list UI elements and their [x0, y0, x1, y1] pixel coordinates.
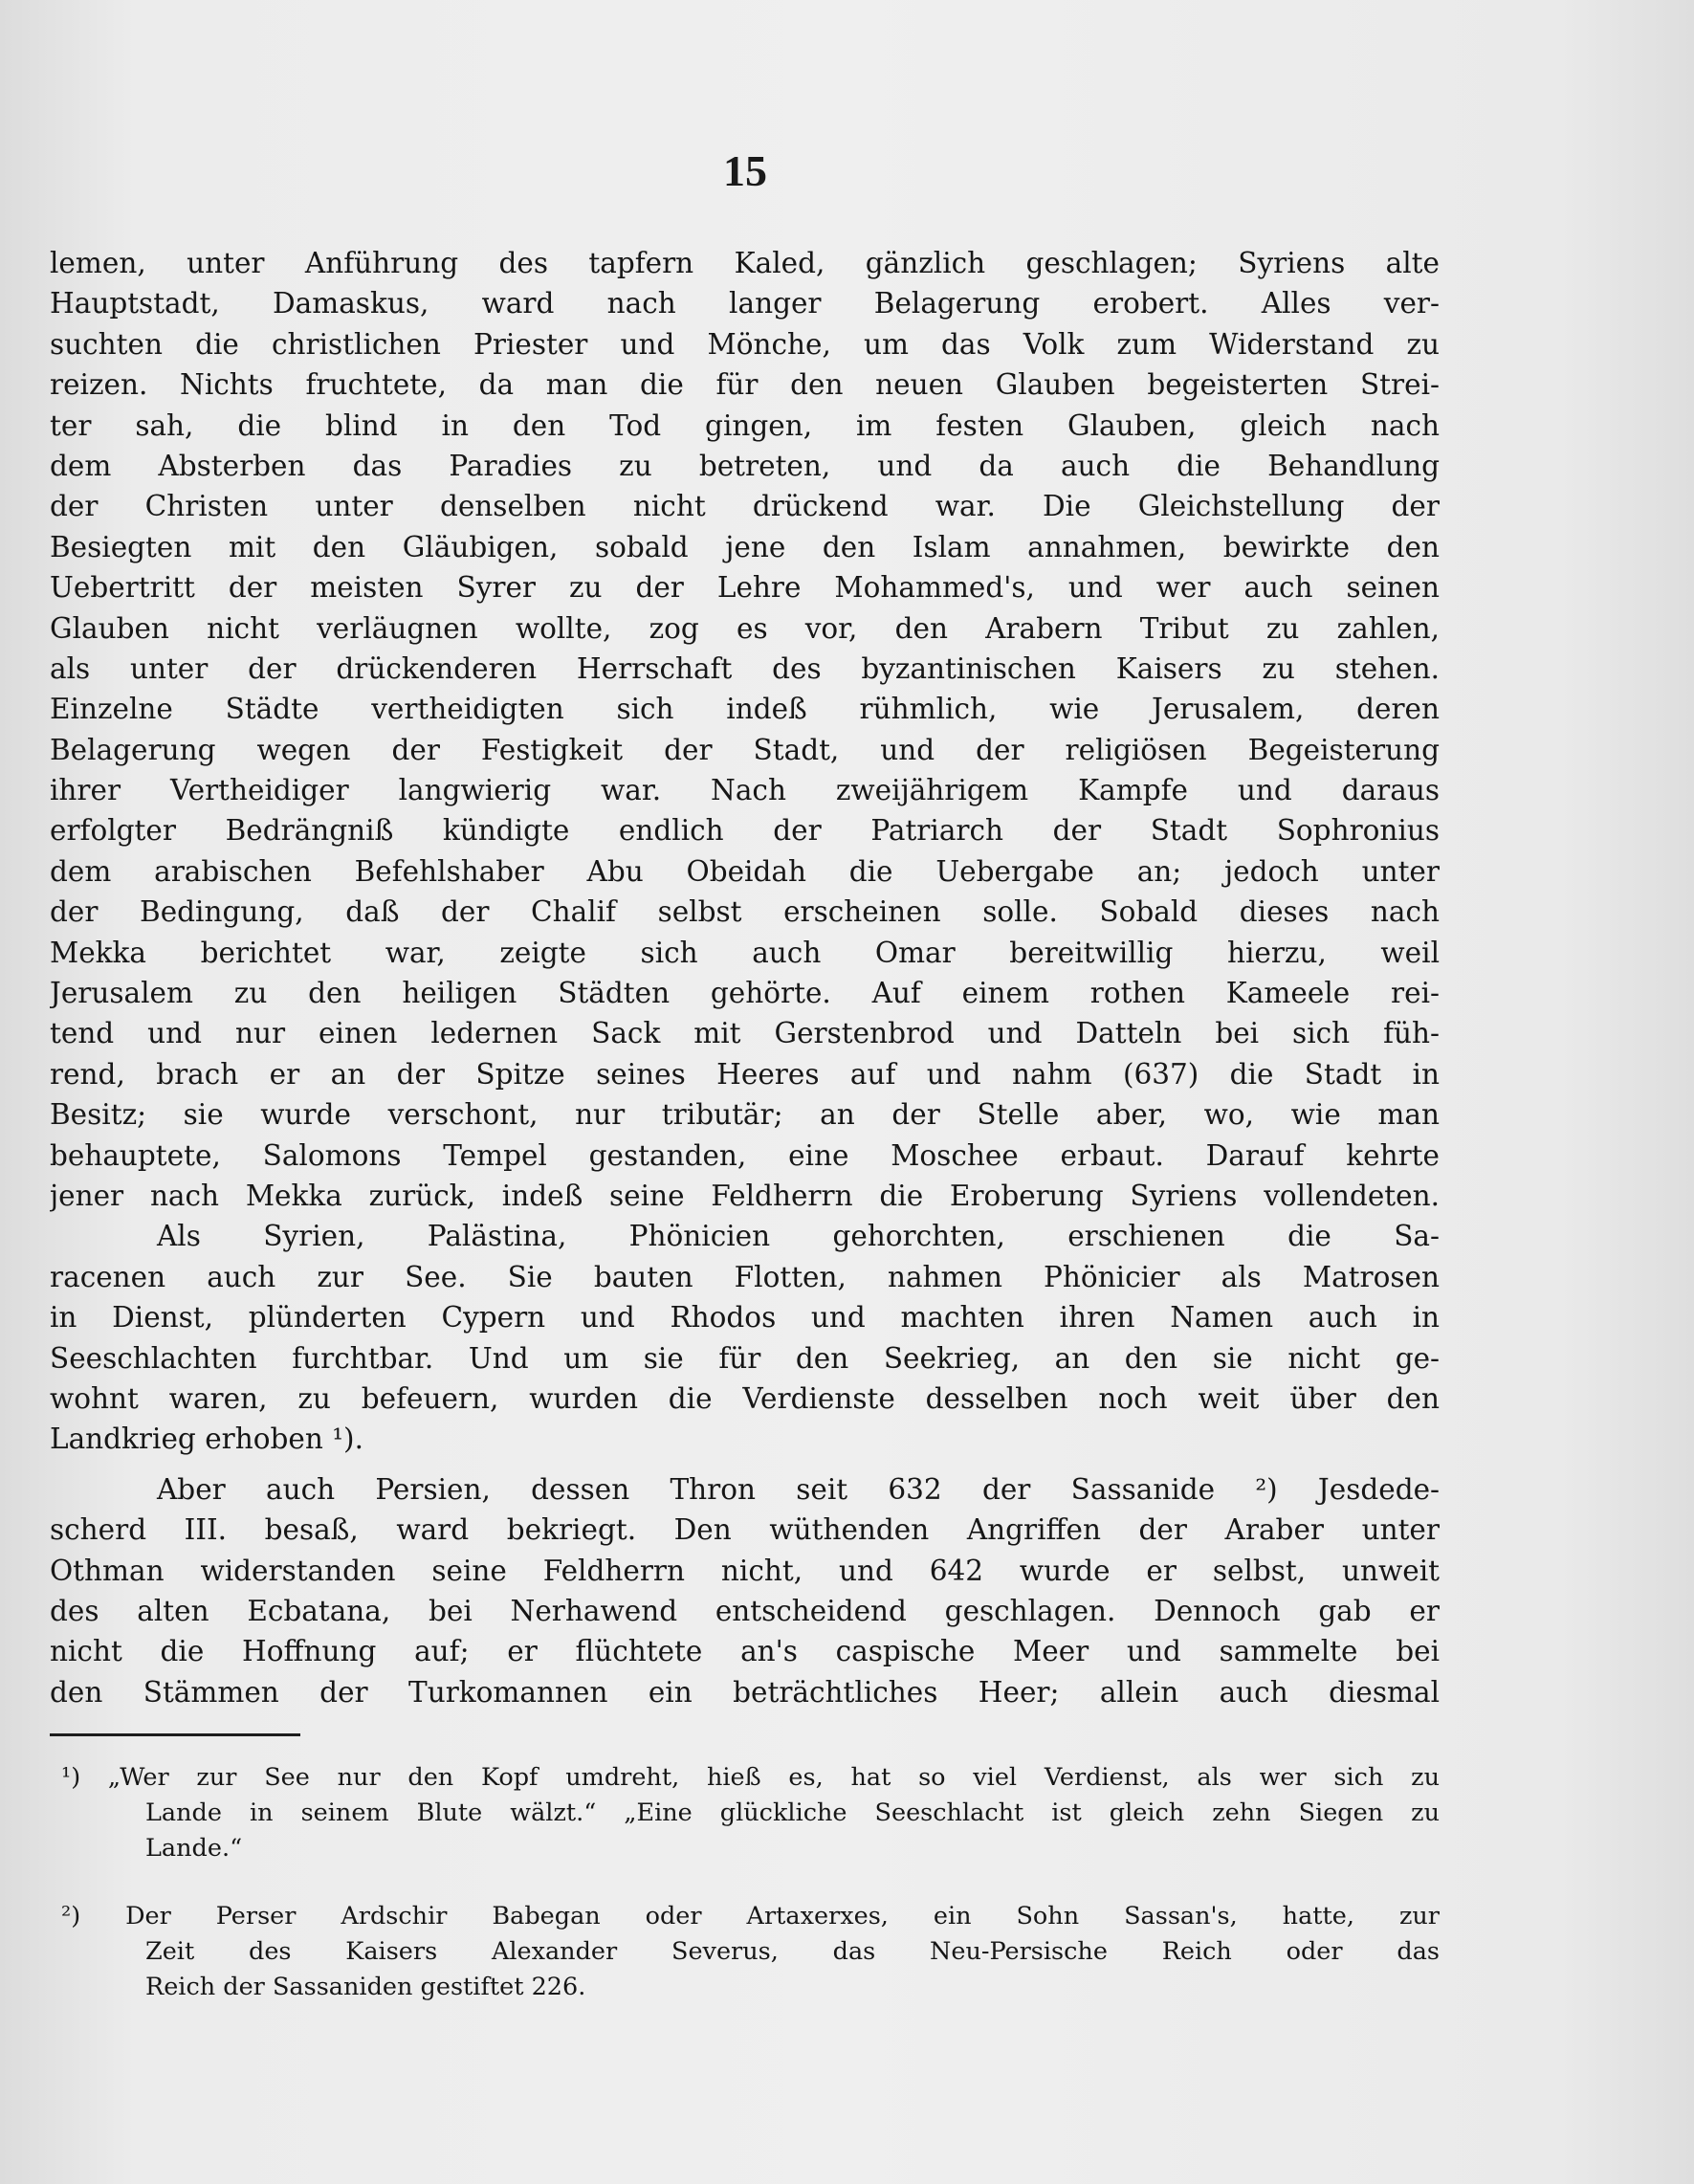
- text-line: ihrer Vertheidiger langwierig war. Nach zweijährigem Kampfe und daraus: [50, 774, 1440, 807]
- text-line: lemen, unter Anführung des tapfern Kaled, gänzlich geschlagen; Syriens alte: [50, 247, 1440, 279]
- footnote-2-line: ²) Der Perser Ardschir Babegan oder Artaxerxes, ein Sohn Sassan's, hatte, zur: [61, 1902, 1440, 1930]
- text-line: dem Absterben das Paradies zu betreten, und da auch die Behandlung: [50, 449, 1440, 482]
- text-line: als unter der drückenderen Herrschaft des byzantinischen Kaisers zu stehen.: [50, 651, 1440, 685]
- text-line: reizen. Nichts fruchtete, da man die für den neuen Glauben begeisterten Strei-: [50, 368, 1440, 402]
- footnotes: [50, 1760, 1440, 2005]
- text-line: Othman widerstanden seine Feldherrn nicht, und 642 wurde er selbst, unweit: [50, 1554, 1440, 1587]
- text-line: dem arabischen Befehlshaber Abu Obeidah die Uebergabe an; jedoch unter: [50, 854, 1440, 888]
- page-number: 15: [723, 146, 767, 195]
- text-line: Mekka berichtet war, zeigte sich auch Omar bereitwillig hierzu, weil: [50, 936, 1440, 969]
- text-line: Uebertritt der meisten Syrer zu der Lehre Mohammed's, und wer auch seinen: [50, 571, 1440, 605]
- text-line: den Stämmen der Turkomannen ein beträchtliches Heer; allein auch diesmal: [50, 1675, 1440, 1709]
- footnote-1-line: Lande.“: [145, 1834, 243, 1863]
- text-line: Hauptstadt, Damaskus, ward nach langer Belagerung erobert. Alles ver-: [50, 287, 1440, 320]
- paragraph-start-line: Als Syrien, Palästina, Phönicien gehorchten, erschienen die Sa-: [157, 1220, 1440, 1253]
- text-line: Glauben nicht verläugnen wollte, zog es vor, den Arabern Tribut zu zahlen,: [50, 611, 1440, 645]
- text-line: racenen auch zur See. Sie bauten Flotten, nahmen Phönicier als Matrosen: [50, 1260, 1440, 1293]
- text-line: der Christen unter denselben nicht drückend war. Die Gleichstellung der: [50, 490, 1440, 523]
- text-line: Seeschlachten furchtbar. Und um sie für den Seekrieg, an den sie nicht ge-: [50, 1341, 1440, 1375]
- text-line: scherd III. besaß, ward bekriegt. Den wüthenden Angriffen der Araber unter: [50, 1513, 1440, 1547]
- text-line: des alten Ecbatana, bei Nerhawend entscheidend geschlagen. Dennoch gab er: [50, 1594, 1440, 1627]
- footnote-gap: [50, 1866, 1440, 1899]
- text-line: in Dienst, plünderten Cypern und Rhodos und machten ihren Namen auch in: [50, 1301, 1440, 1335]
- text-line: tend und nur einen ledernen Sack mit Gerstenbrod und Datteln bei sich füh-: [50, 1017, 1440, 1050]
- text-line: ter sah, die blind in den Tod gingen, im festen Glauben, gleich nach: [50, 408, 1440, 442]
- text-line: Einzelne Städte vertheidigten sich indeß rühmlich, wie Jerusalem, deren: [50, 693, 1440, 726]
- text-line: Besiegten mit den Gläubigen, sobald jene den Islam annahmen, bewirkte den: [50, 530, 1440, 563]
- paragraph-start-line: Aber auch Persien, dessen Thron seit 632 der Sassanide ²) Jesdede-: [157, 1472, 1440, 1506]
- text-line: behauptete, Salomons Tempel gestanden, eine Moschee erbaut. Darauf kehrte: [50, 1138, 1440, 1172]
- text-line: Jerusalem zu den heiligen Städten gehörte. Auf einem rothen Kameele rei-: [50, 977, 1440, 1010]
- text-line: der Bedingung, daß der Chalif selbst erscheinen solle. Sobald dieses nach: [50, 895, 1440, 929]
- footnote-2-line: Reich der Sassaniden gestiftet 226.: [145, 1973, 586, 2001]
- footnote-2-line: Zeit des Kaisers Alexander Severus, das Neu-Persische Reich oder das: [145, 1937, 1440, 1966]
- text-line: rend, brach er an der Spitze seines Heeres auf und nahm (637) die Stadt in: [50, 1057, 1440, 1091]
- text-line: jener nach Mekka zurück, indeß seine Feldherrn die Eroberung Syriens vollendeten.: [50, 1179, 1440, 1212]
- text-line: wohnt waren, zu befeuern, wurden die Verdienste desselben noch weit über den: [50, 1381, 1440, 1415]
- text-line: erfolgter Bedrängniß kündigte endlich der Patriarch der Stadt Sophronius: [50, 814, 1440, 848]
- text-line: nicht die Hoffnung auf; er flüchtete an's caspische Meer und sammelte bei: [50, 1635, 1440, 1668]
- footnote-separator: [50, 1733, 300, 1736]
- footnote-1-line: ¹) „Wer zur See nur den Kopf umdreht, hieß es, hat so viel Verdienst, als wer sich zu: [61, 1763, 1440, 1792]
- text-line: Besitz; sie wurde verschont, nur tributär; an der Stelle aber, wo, wie man: [50, 1098, 1440, 1132]
- paragraph-end-line: Landkrieg erhoben ¹).: [50, 1423, 363, 1456]
- text-line: Belagerung wegen der Festigkeit der Stadt, und der religiösen Begeisterung: [50, 733, 1440, 766]
- footnote-1-line: Lande in seinem Blute wälzt.“ „Eine glückliche Seeschlacht ist gleich zehn Siegen zu: [145, 1798, 1440, 1827]
- text-line: suchten die christlichen Priester und Mönche, um das Volk zum Widerstand zu: [50, 327, 1440, 361]
- body-text: [50, 243, 1440, 1712]
